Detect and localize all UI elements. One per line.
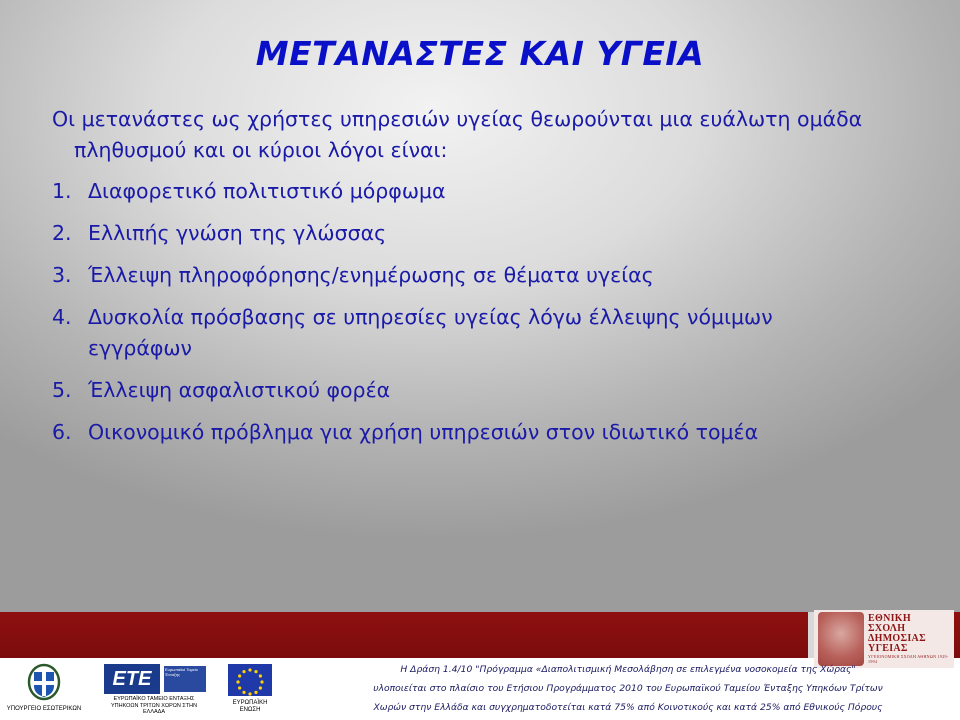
list-number: 3. bbox=[52, 263, 72, 287]
list-number: 4. bbox=[52, 305, 72, 329]
list-text: Διαφορετικό πολιτιστικό μόρφωμα bbox=[88, 179, 446, 203]
funding-notice bbox=[300, 660, 956, 717]
list-item bbox=[52, 218, 872, 249]
fund-caption: ΕΥΡΩΠΑΪΚΟ ΤΑΜΕΙΟ ΕΝΤΑΞΗΣ ΥΠΗΚΟΩΝ ΤΡΙΤΩΝ ΧΩΡΩΝ ΣΤΗΝ ΕΛΛΑΔΑ bbox=[110, 696, 198, 715]
ete-small-text: Ευρωπαϊκό Ταμείο Ένταξης bbox=[164, 666, 206, 692]
list-item bbox=[52, 417, 872, 448]
ministry-logo bbox=[2, 662, 86, 718]
list-text: Δυσκολία πρόσβασης σε υπηρεσίες υγείας λόγω έλλειψης νόμιμων εγγράφων bbox=[88, 305, 773, 360]
slide-content bbox=[52, 104, 872, 459]
greek-coat-of-arms-icon bbox=[2, 662, 86, 704]
school-emblem-icon bbox=[818, 612, 864, 666]
school-line: ΔΗΜΟΣΙΑΣ bbox=[868, 633, 926, 644]
eu-logo bbox=[222, 662, 278, 718]
funding-line: Χωρών στην Ελλάδα και συγχρηματοδοτείται κατά 75% από Κοινοτικούς και κατά 25% από Εθνικούς Πόρους bbox=[373, 702, 883, 713]
list-number: 5. bbox=[52, 378, 72, 402]
funding-line: Η Δράση 1.4/10 "Πρόγραμμα «Διαπολιτισμική Μεσολάβηση σε επιλεγμένα νοσοκομεία της Χώρας" bbox=[400, 664, 856, 675]
list-item bbox=[52, 302, 872, 364]
ete-mark: ΕΤΕ bbox=[104, 664, 160, 694]
list-text: Έλλειψη ασφαλιστικού φορέα bbox=[88, 378, 391, 402]
school-logo-text bbox=[868, 614, 954, 664]
list-number: 2. bbox=[52, 221, 72, 245]
list-item bbox=[52, 260, 872, 291]
reasons-list bbox=[52, 176, 872, 448]
fund-logo bbox=[100, 662, 208, 718]
list-item bbox=[52, 176, 872, 207]
list-text: Ελλιπής γνώση της γλώσσας bbox=[88, 221, 387, 245]
school-line: ΥΓΕΙΑΣ bbox=[868, 643, 908, 654]
funding-line: υλοποιείται στο πλαίσιο του Ετήσιου Προγράμματος 2010 του Ευρωπαϊκού Ταμείου Ένταξης Υπηκόων Τρίτων bbox=[373, 683, 883, 694]
intro-paragraph: Οι μετανάστες ως χρήστες υπηρεσιών υγείας θεωρούνται μια ευάλωτη ομάδα πληθυσμού και οι κύριοι λόγοι είναι: bbox=[52, 107, 863, 162]
eu-flag-icon bbox=[222, 662, 278, 700]
list-item bbox=[52, 375, 872, 406]
slide-title: ΜΕΤΑΝΑΣΤΕΣ ΚΑΙ ΥΓΕΙΑ bbox=[255, 34, 705, 73]
school-line: ΕΘΝΙΚΗ bbox=[868, 613, 911, 624]
eu-caption: ΕΥΡΩΠΑΪΚΗ ΕΝΩΣΗ bbox=[232, 700, 268, 713]
list-text: Οικονομικό πρόβλημα για χρήση υπηρεσιών στον ιδιωτικό τομέα bbox=[88, 420, 759, 444]
school-line: ΣΧΟΛΗ bbox=[868, 623, 906, 634]
ministry-caption: ΥΠΟΥΡΓΕΙΟ ΕΣΩΤΕΡΙΚΩΝ bbox=[6, 706, 82, 712]
list-number: 1. bbox=[52, 179, 72, 203]
list-text: Έλλειψη πληροφόρησης/ενημέρωσης σε θέματα υγείας bbox=[88, 263, 654, 287]
school-subtitle: ΥΓΕΙΟΝΟΜΙΚΗ ΣΧΟΛΗ ΑΘΗΝΩΝ 1929-1994 bbox=[868, 654, 949, 664]
list-number: 6. bbox=[52, 420, 72, 444]
